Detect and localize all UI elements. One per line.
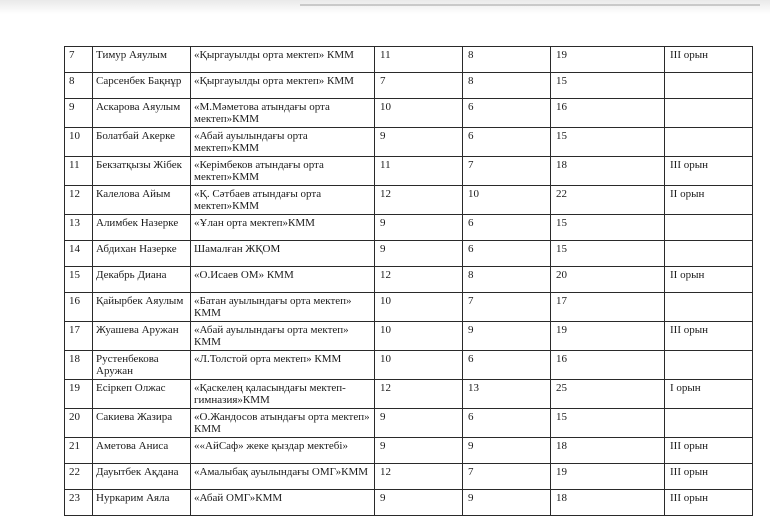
row-number: 22 [65, 464, 93, 490]
total-score: 18 [551, 490, 665, 516]
score-2: 10 [463, 186, 551, 215]
score-1: 12 [375, 380, 463, 409]
school-name: «Керімбеков атындағы орта мектеп»КММ [191, 157, 375, 186]
row-number: 7 [65, 47, 93, 73]
total-score: 17 [551, 293, 665, 322]
student-name: Дауытбек Ақдана [93, 464, 191, 490]
table-row [65, 128, 753, 157]
student-name: Сакиева Жазира [93, 409, 191, 438]
place: ІІІ орын [665, 157, 753, 186]
student-name: Тимур Аяулым [93, 47, 191, 73]
total-score: 15 [551, 215, 665, 241]
student-name: Аметова Аниса [93, 438, 191, 464]
row-number: 23 [65, 490, 93, 516]
row-number: 14 [65, 241, 93, 267]
score-1: 7 [375, 73, 463, 99]
score-1: 12 [375, 267, 463, 293]
score-2: 9 [463, 322, 551, 351]
score-1: 10 [375, 99, 463, 128]
school-name: «Батан ауылындағы орта мектеп» КММ [191, 293, 375, 322]
school-name: ««АйСаф» жеке қыздар мектебі» [191, 438, 375, 464]
student-name: Калелова Айым [93, 186, 191, 215]
table-row [65, 380, 753, 409]
table-row [65, 241, 753, 267]
school-name: «Абай ОМГ»КММ [191, 490, 375, 516]
score-2: 8 [463, 267, 551, 293]
score-2: 6 [463, 99, 551, 128]
student-name: Сарсенбек Бақнұр [93, 73, 191, 99]
score-2: 6 [463, 215, 551, 241]
place [665, 293, 753, 322]
table-row [65, 186, 753, 215]
total-score: 22 [551, 186, 665, 215]
table-row [65, 490, 753, 516]
place [665, 99, 753, 128]
school-name: «Қ. Сәтбаев атындағы орта мектеп»КММ [191, 186, 375, 215]
student-name: Нуркарим Аяла [93, 490, 191, 516]
student-name: Декабрь Диана [93, 267, 191, 293]
total-score: 15 [551, 409, 665, 438]
total-score: 19 [551, 322, 665, 351]
place: ІІІ орын [665, 490, 753, 516]
school-name: «М.Мәметова атындағы орта мектеп»КММ [191, 99, 375, 128]
score-1: 9 [375, 490, 463, 516]
total-score: 18 [551, 157, 665, 186]
table-row [65, 215, 753, 241]
total-score: 18 [551, 438, 665, 464]
score-2: 6 [463, 351, 551, 380]
row-number: 8 [65, 73, 93, 99]
table-row [65, 267, 753, 293]
table-row [65, 157, 753, 186]
score-1: 9 [375, 438, 463, 464]
place: ІІІ орын [665, 47, 753, 73]
total-score: 25 [551, 380, 665, 409]
place [665, 351, 753, 380]
score-2: 6 [463, 128, 551, 157]
student-name: Есіркеп Олжас [93, 380, 191, 409]
school-name: «Абай ауылындағы орта мектеп»КММ [191, 128, 375, 157]
row-number: 15 [65, 267, 93, 293]
total-score: 19 [551, 47, 665, 73]
school-name: «Қыргауылды орта мектеп» КММ [191, 47, 375, 73]
score-1: 9 [375, 409, 463, 438]
student-name: Аскарова Аяулым [93, 99, 191, 128]
score-1: 10 [375, 322, 463, 351]
results-table [64, 46, 753, 516]
school-name: «О.Исаев ОМ» КММ [191, 267, 375, 293]
score-1: 9 [375, 215, 463, 241]
score-2: 7 [463, 293, 551, 322]
table-row [65, 293, 753, 322]
total-score: 15 [551, 241, 665, 267]
student-name: Жуашева Аружан [93, 322, 191, 351]
student-name: Болатбай Акерке [93, 128, 191, 157]
score-2: 7 [463, 157, 551, 186]
score-1: 9 [375, 128, 463, 157]
place: ІІ орын [665, 267, 753, 293]
student-name: Рустенбекова Аружан [93, 351, 191, 380]
school-name: Шамалған ЖҚОМ [191, 241, 375, 267]
total-score: 19 [551, 464, 665, 490]
score-1: 12 [375, 186, 463, 215]
table-row [65, 73, 753, 99]
row-number: 11 [65, 157, 93, 186]
student-name: Бекзатқызы Жібек [93, 157, 191, 186]
place: ІІІ орын [665, 438, 753, 464]
row-number: 16 [65, 293, 93, 322]
table-row [65, 351, 753, 380]
total-score: 15 [551, 128, 665, 157]
score-2: 6 [463, 241, 551, 267]
student-name: Қайырбек Аяулым [93, 293, 191, 322]
score-1: 9 [375, 241, 463, 267]
score-2: 6 [463, 409, 551, 438]
school-name: «Амалыбақ ауылындағы ОМГ»КММ [191, 464, 375, 490]
place: І орын [665, 380, 753, 409]
row-number: 10 [65, 128, 93, 157]
row-number: 21 [65, 438, 93, 464]
place [665, 73, 753, 99]
row-number: 18 [65, 351, 93, 380]
school-name: «О.Жандосов атындағы орта мектеп» КММ [191, 409, 375, 438]
table-row [65, 464, 753, 490]
score-2: 8 [463, 73, 551, 99]
school-name: «Ұлан орта мектеп»КММ [191, 215, 375, 241]
score-2: 13 [463, 380, 551, 409]
school-name: «Қаскелең қаласындағы мектеп-гимназия»КММ [191, 380, 375, 409]
total-score: 16 [551, 99, 665, 128]
student-name: Алимбек Назерке [93, 215, 191, 241]
table-row [65, 438, 753, 464]
score-1: 12 [375, 464, 463, 490]
results-table-body [65, 47, 753, 516]
row-number: 13 [65, 215, 93, 241]
place [665, 128, 753, 157]
table-row [65, 99, 753, 128]
place: ІІ орын [665, 186, 753, 215]
row-number: 20 [65, 409, 93, 438]
school-name: «Абай ауылындағы орта мектеп» КММ [191, 322, 375, 351]
total-score: 16 [551, 351, 665, 380]
score-2: 9 [463, 490, 551, 516]
school-name: «Қыргауылды орта мектеп» КММ [191, 73, 375, 99]
place [665, 241, 753, 267]
score-1: 10 [375, 351, 463, 380]
row-number: 12 [65, 186, 93, 215]
score-2: 7 [463, 464, 551, 490]
place [665, 409, 753, 438]
total-score: 15 [551, 73, 665, 99]
table-row [65, 322, 753, 351]
score-1: 11 [375, 157, 463, 186]
score-1: 11 [375, 47, 463, 73]
score-2: 8 [463, 47, 551, 73]
score-1: 10 [375, 293, 463, 322]
table-row [65, 47, 753, 73]
student-name: Абдихан Назерке [93, 241, 191, 267]
school-name: «Л.Толстой орта мектеп» КММ [191, 351, 375, 380]
place: ІІІ орын [665, 322, 753, 351]
place: ІІІ орын [665, 464, 753, 490]
table-row [65, 409, 753, 438]
row-number: 17 [65, 322, 93, 351]
place [665, 215, 753, 241]
score-2: 9 [463, 438, 551, 464]
row-number: 9 [65, 99, 93, 128]
total-score: 20 [551, 267, 665, 293]
row-number: 19 [65, 380, 93, 409]
